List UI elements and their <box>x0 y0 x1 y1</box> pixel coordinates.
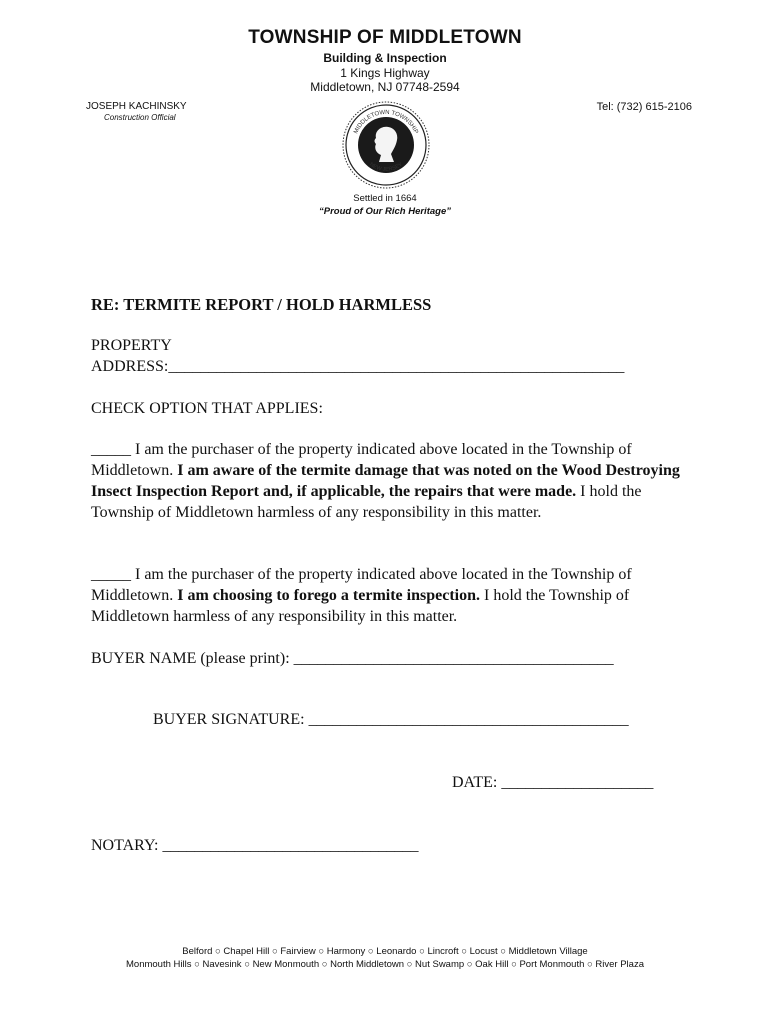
option2-bold-text: I am choosing to forego a termite inspection. <box>177 587 480 604</box>
option1-bold-text: I am aware of the termite damage that was noted on the Wood Destroying Insect Inspection Report and, if applicable, the repairs that were made. <box>91 462 680 500</box>
option2-text-end: I hold the Township of Middletown harmless of any responsibility in this matter. <box>91 587 630 625</box>
footer-villages-line-1: Belford ○ Chapel Hill ○ Fairview ○ Harmony ○ Leonardo ○ Lincroft ○ Locust ○ Middletown Village <box>182 946 588 957</box>
property-address-field[interactable]: ADDRESS:_________________________________________________________ <box>91 358 625 375</box>
footer-villages-line-2: Monmouth Hills ○ Navesink ○ New Monmouth ○ North Middletown ○ Nut Swamp ○ Oak Hill ○ Port Monmouth ○ River Plaza <box>126 959 644 970</box>
option-forego-inspection <box>91 564 691 627</box>
buyer-signature-field[interactable]: BUYER SIGNATURE: ________________________________________ <box>153 711 629 728</box>
option1-checkbox-blank[interactable]: _____ <box>91 441 131 458</box>
option2-checkbox-blank[interactable]: _____ <box>91 566 131 583</box>
township-motto: “Proud of Our Rich Heritage” <box>319 206 451 217</box>
settled-year: Settled in 1664 <box>353 193 417 204</box>
seal-bottom-text: NEW JERSEY <box>368 161 404 173</box>
buyer-name-field[interactable]: BUYER NAME (please print): ________________________________________ <box>91 650 614 667</box>
option-purchaser-aware <box>91 439 691 523</box>
option1-text: I am the purchaser of the property indicated above located in the Township of Middletown. <box>91 441 632 479</box>
property-label: PROPERTY <box>91 337 172 354</box>
phone-number: Tel: (732) 615-2106 <box>596 101 692 113</box>
department-name: Building & Inspection <box>323 51 447 65</box>
option1-text-end: I hold the Township of Middletown harmless of any responsibility in this matter. <box>91 483 642 521</box>
township-seal <box>341 100 431 190</box>
date-field[interactable]: DATE: ___________________ <box>452 774 654 791</box>
township-title: TOWNSHIP OF MIDDLETOWN <box>248 27 522 48</box>
address-line-2: Middletown, NJ 07748-2594 <box>310 80 460 94</box>
address-line-1: 1 Kings Highway <box>340 66 430 80</box>
official-name: JOSEPH KACHINSKY <box>86 101 187 112</box>
check-option-heading: CHECK OPTION THAT APPLIES: <box>91 400 323 417</box>
seal-top-text: MIDDLETOWN TOWNSHIP <box>353 109 419 135</box>
subject-line: RE: TERMITE REPORT / HOLD HARMLESS <box>91 295 432 314</box>
official-title: Construction Official <box>104 113 176 122</box>
option2-text: I am the purchaser of the property indicated above located in the Township of Middletown. <box>91 566 632 604</box>
notary-field[interactable]: NOTARY: ________________________________ <box>91 837 419 854</box>
